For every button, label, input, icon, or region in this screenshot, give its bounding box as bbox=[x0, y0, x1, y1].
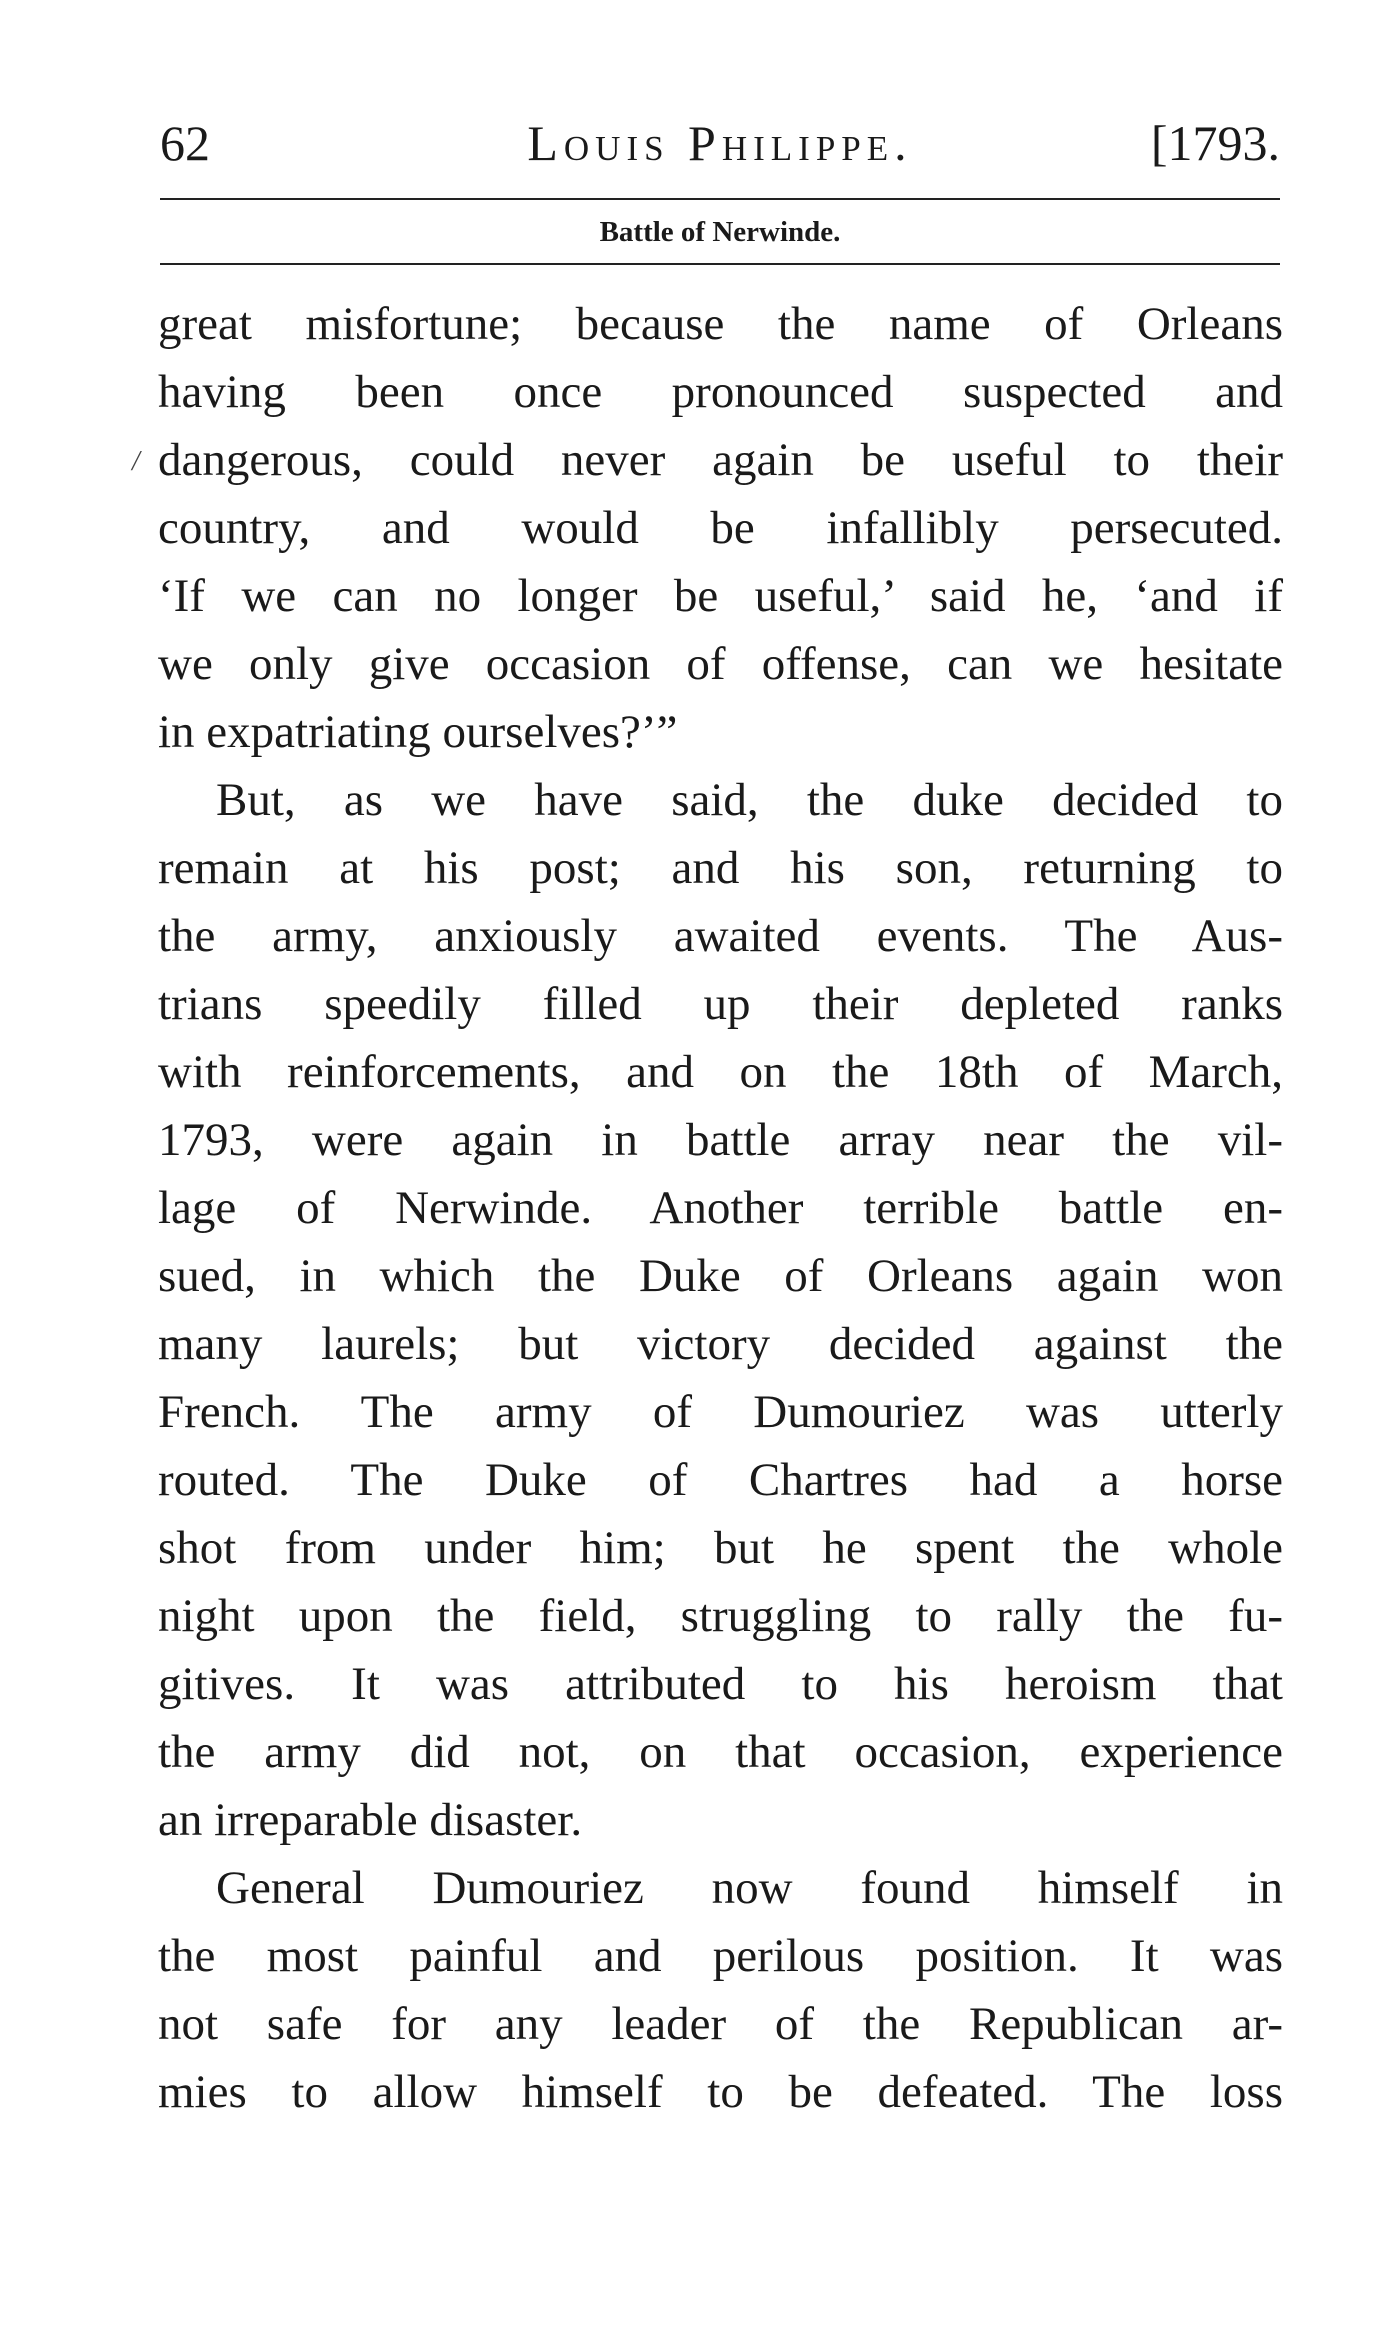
text-line: the army did not, on that occasion, experience bbox=[158, 1726, 1283, 1778]
text-line: we only give occasion of offense, can we hesitate bbox=[158, 638, 1283, 690]
text-line: in expatriating ourselves?’” bbox=[158, 706, 678, 758]
paragraph-2 bbox=[158, 766, 1283, 1854]
margin-mark: / bbox=[132, 446, 140, 477]
text-line: lage of Nerwinde. Another terrible battle en- bbox=[158, 1182, 1283, 1234]
text-line: routed. The Duke of Chartres had a horse bbox=[158, 1454, 1283, 1506]
text-line: mies to allow himself to be defeated. The loss bbox=[158, 2066, 1283, 2118]
text-line: country, and would be infallibly persecuted. bbox=[158, 502, 1283, 554]
paragraph-3 bbox=[158, 1854, 1283, 2126]
paragraph-1 bbox=[158, 290, 1283, 766]
text-line: many laurels; but victory decided against the bbox=[158, 1318, 1283, 1370]
text-line: the army, anxiously awaited events. The Aus- bbox=[158, 910, 1283, 962]
text-line: remain at his post; and his son, returning to bbox=[158, 842, 1283, 894]
text-line: with reinforcements, and on the 18th of March, bbox=[158, 1046, 1283, 1098]
text-line: trians speedily filled up their depleted ranks bbox=[158, 978, 1283, 1030]
text-line: 1793, were again in battle array near the vil- bbox=[158, 1114, 1283, 1166]
text-line: But, as we have said, the duke decided to bbox=[216, 774, 1283, 826]
text-line: night upon the field, struggling to rally the fu- bbox=[158, 1590, 1283, 1642]
text-line: General Dumouriez now found himself in bbox=[216, 1862, 1283, 1914]
text-line: great misfortune; because the name of Orleans bbox=[158, 298, 1283, 350]
page-number: 62 bbox=[160, 115, 210, 171]
running-title: Louis Philippe. bbox=[527, 115, 913, 171]
header-rule-bottom bbox=[160, 263, 1280, 265]
text-line: French. The army of Dumouriez was utterly bbox=[158, 1386, 1283, 1438]
text-line: gitives. It was attributed to his heroism that bbox=[158, 1658, 1283, 1710]
text-line: not safe for any leader of the Republican ar- bbox=[158, 1998, 1283, 2050]
text-line: an irreparable disaster. bbox=[158, 1794, 583, 1846]
text-line: ‘If we can no longer be useful,’ said he, ‘and if bbox=[158, 570, 1283, 622]
running-year: [1793. bbox=[1150, 115, 1280, 171]
text-line: having been once pronounced suspected and bbox=[158, 366, 1283, 418]
header-rule-top bbox=[160, 198, 1280, 200]
text-line: dangerous, could never again be useful to their bbox=[158, 434, 1283, 486]
section-subheading: Battle of Nerwinde. bbox=[599, 216, 841, 248]
body-text bbox=[158, 290, 1283, 2126]
running-head bbox=[160, 108, 1280, 178]
text-line: the most painful and perilous position. It was bbox=[158, 1930, 1283, 1982]
text-line: sued, in which the Duke of Orleans again won bbox=[158, 1250, 1283, 1302]
text-line: shot from under him; but he spent the whole bbox=[158, 1522, 1283, 1574]
